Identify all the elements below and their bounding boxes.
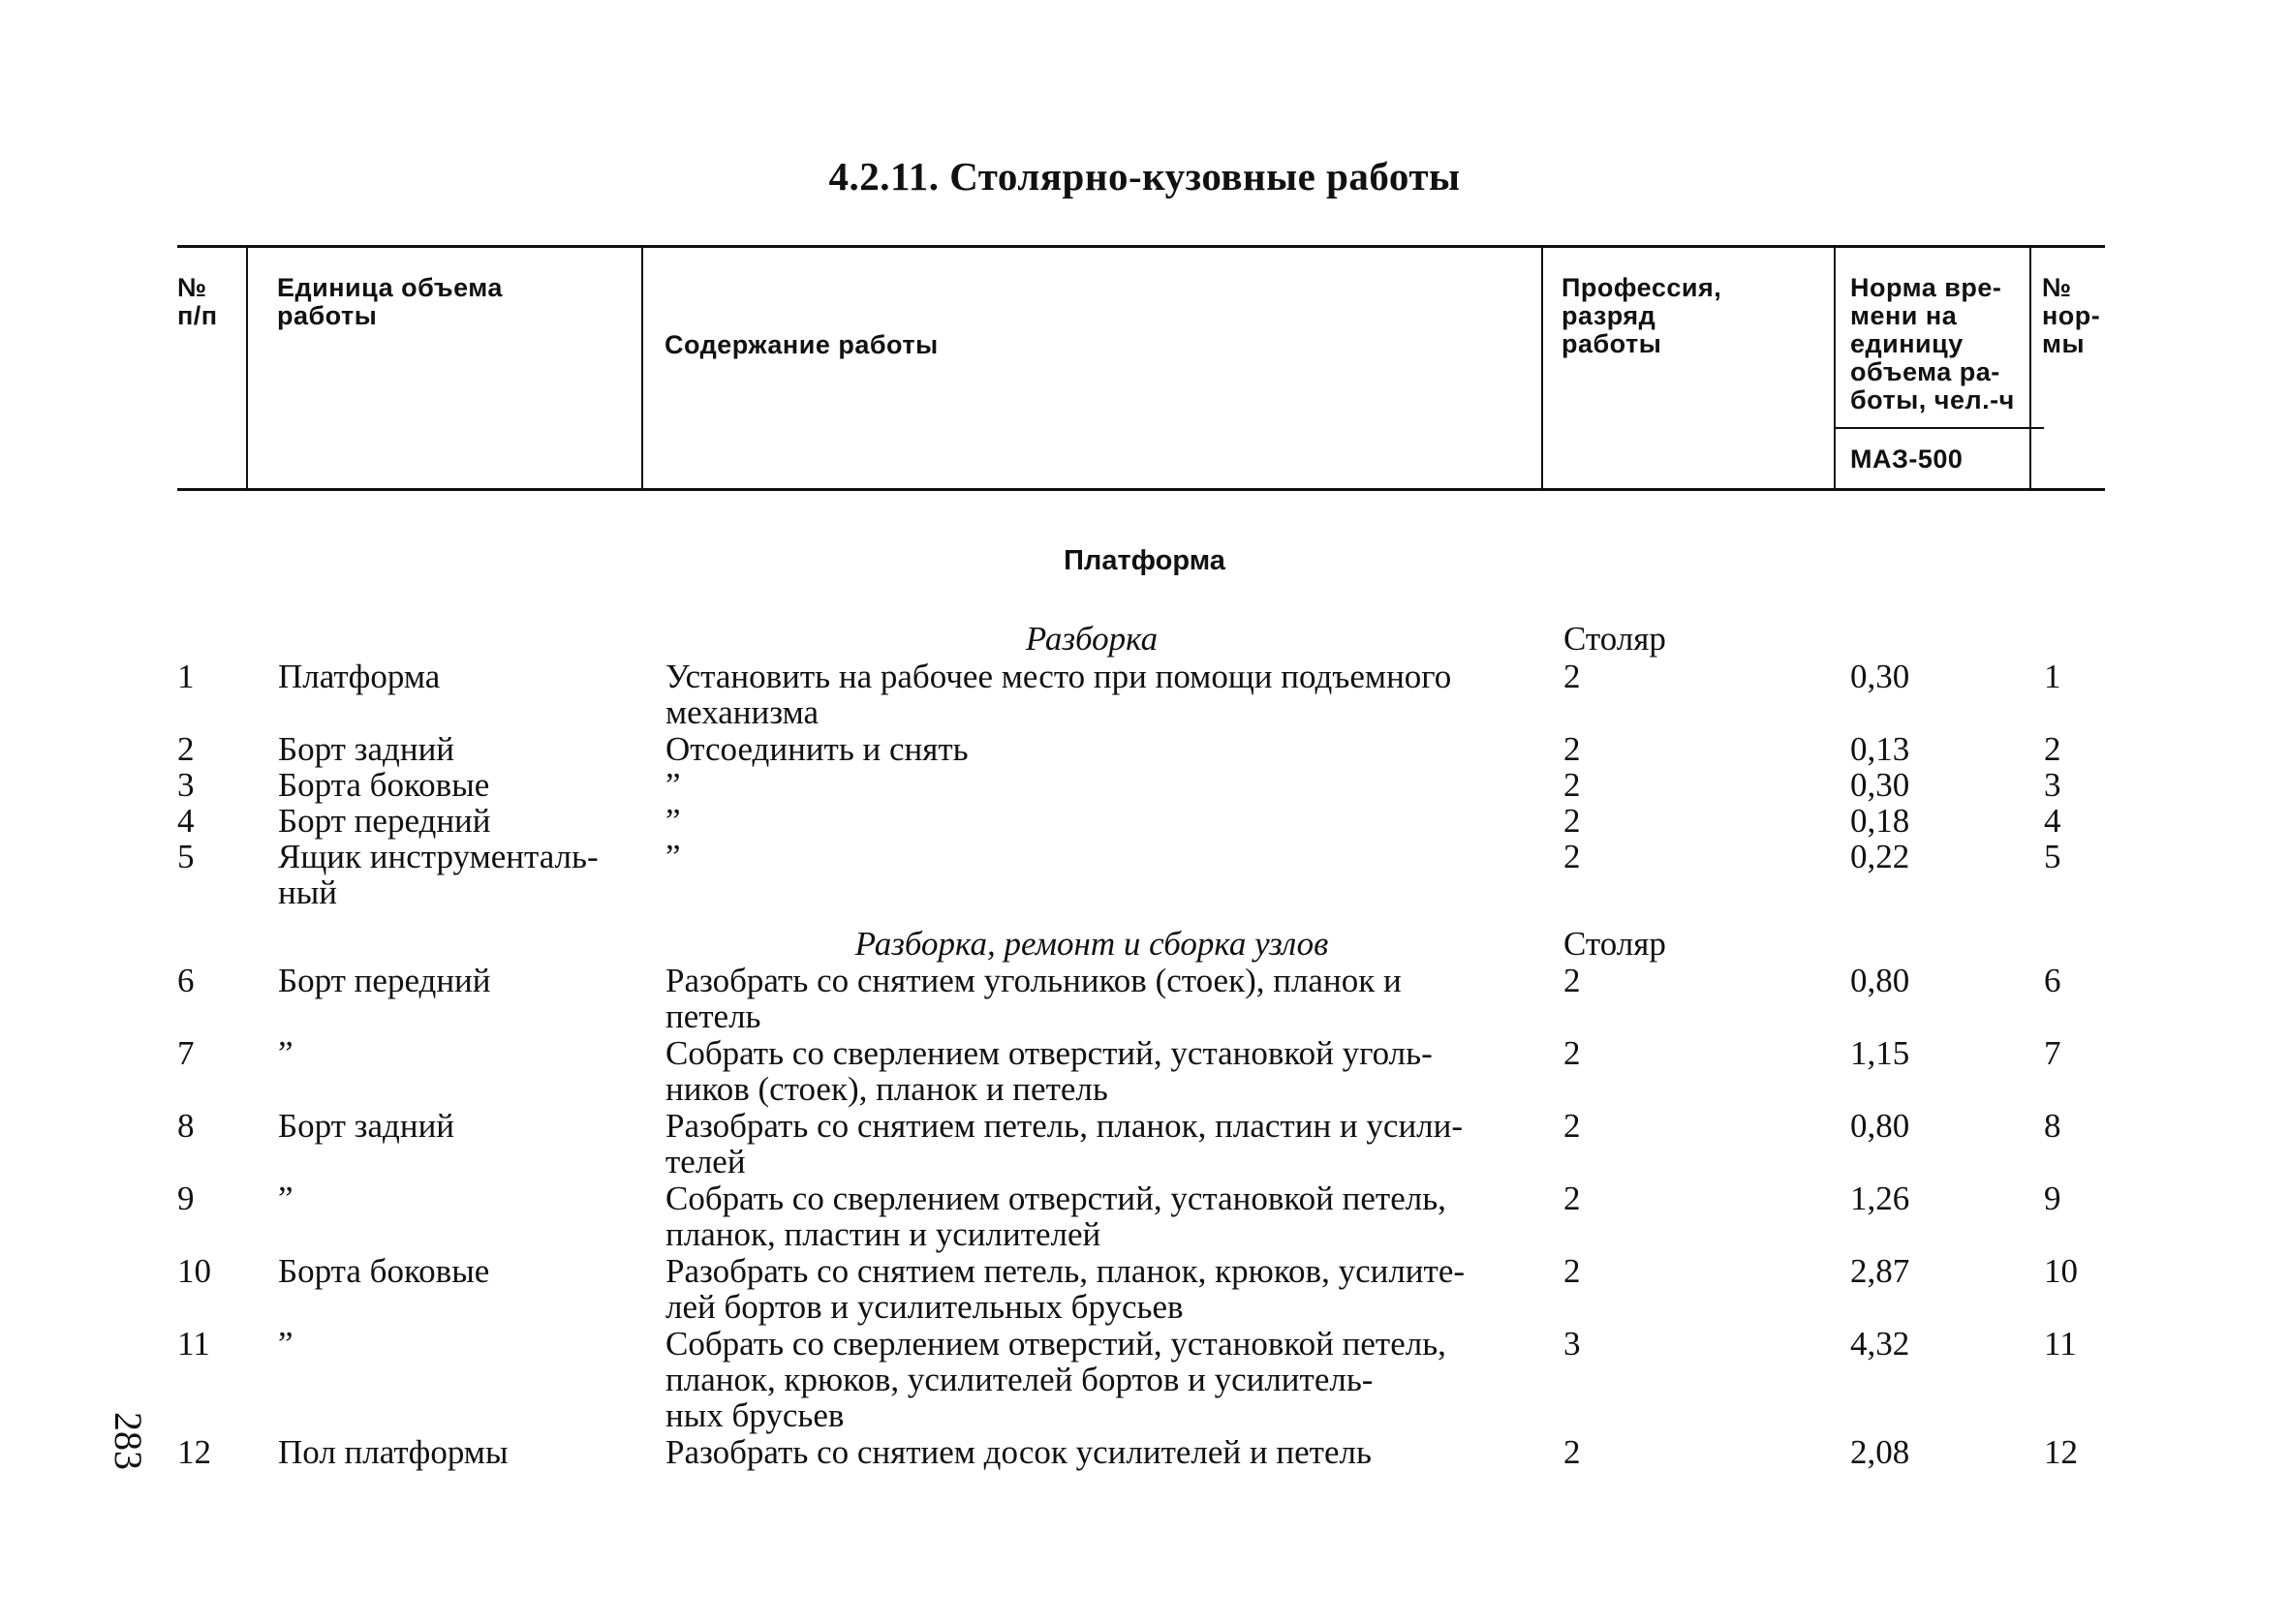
row-time: 0,13 (1850, 730, 1910, 768)
row-number: 5 (177, 838, 195, 875)
row-number: 7 (177, 1034, 195, 1072)
row-unit: Борт передний (278, 802, 491, 840)
row-time: 0,18 (1850, 802, 1910, 840)
row-norm: 2 (2044, 730, 2061, 768)
row-content: ” (665, 766, 681, 804)
group-subtitle: Разборка, ремонт и сборка узлов (854, 925, 1329, 963)
row-unit: Борт передний (278, 962, 491, 999)
row-number: 10 (177, 1252, 211, 1290)
row-rank: 3 (1563, 1325, 1581, 1363)
row-rank: 2 (1563, 1180, 1581, 1217)
row-norm: 5 (2044, 838, 2061, 875)
header-divider (641, 245, 643, 491)
header-divider (2029, 245, 2031, 491)
row-norm: 3 (2044, 766, 2061, 804)
row-content: Разобрать со снятием петель, планок, пластин и усили- телей (665, 1107, 1464, 1180)
row-unit: Борта боковые (278, 766, 490, 804)
header-divider (246, 245, 248, 491)
vehicle-rule (1834, 427, 2044, 429)
row-norm: 8 (2044, 1107, 2061, 1145)
row-rank: 2 (1563, 1034, 1581, 1072)
row-rank: 2 (1563, 658, 1581, 695)
row-rank: 2 (1563, 1252, 1581, 1290)
row-time: 0,80 (1850, 1107, 1910, 1145)
header-num: № п/п (177, 273, 218, 330)
section-title: Платформа (1064, 545, 1225, 576)
row-unit: ” (278, 1034, 294, 1072)
group-profession: Столяр (1563, 620, 1666, 658)
row-number: 3 (177, 766, 195, 804)
row-content: Собрать со сверлением отверстий, установкой петель, планок, крюков, усилителей бортов и усилитель- ных брусьев (665, 1325, 1446, 1434)
row-unit: Пол платформы (278, 1433, 509, 1471)
row-number: 9 (177, 1180, 195, 1217)
row-norm: 6 (2044, 962, 2061, 999)
row-unit: ” (278, 1325, 294, 1363)
row-content: Установить на рабочее место при помощи подъемного механизма (665, 658, 1452, 731)
row-unit: Платформа (278, 658, 441, 695)
row-number: 8 (177, 1107, 195, 1145)
row-number: 11 (177, 1325, 210, 1363)
row-time: 2,08 (1850, 1433, 1910, 1471)
header-vehicle: МАЗ-500 (1850, 444, 1964, 474)
header-profession: Профессия, разряд работы (1562, 273, 1722, 358)
group-profession: Столяр (1563, 925, 1666, 963)
row-norm: 9 (2044, 1180, 2061, 1217)
row-time: 1,26 (1850, 1180, 1910, 1217)
row-rank: 2 (1563, 962, 1581, 999)
header-unit: Единица объема работы (277, 273, 503, 330)
row-rank: 2 (1563, 838, 1581, 875)
row-rank: 2 (1563, 1433, 1581, 1471)
row-content: ” (665, 838, 681, 875)
row-rank: 2 (1563, 802, 1581, 840)
page-number: 283 (107, 1412, 150, 1470)
row-number: 2 (177, 730, 195, 768)
row-time: 0,22 (1850, 838, 1910, 875)
header-divider (1541, 245, 1543, 491)
row-time: 0,30 (1850, 658, 1910, 695)
row-norm: 1 (2044, 658, 2061, 695)
header-top-rule (177, 245, 2105, 248)
row-rank: 2 (1563, 766, 1581, 804)
row-content: Разобрать со снятием угольников (стоек), планок и петель (665, 962, 1402, 1035)
row-unit: Борт задний (278, 1107, 455, 1145)
row-norm: 4 (2044, 802, 2061, 840)
row-content: Собрать со сверлением отверстий, установкой петель, планок, пластин и усилителей (665, 1180, 1446, 1253)
row-rank: 2 (1563, 730, 1581, 768)
row-content: ” (665, 802, 681, 840)
row-time: 4,32 (1850, 1325, 1910, 1363)
page-title: 4.2.11. Столярно-кузовные работы (828, 154, 1461, 199)
row-unit: Борт задний (278, 730, 455, 768)
header-norm-num: № нор- мы (2042, 273, 2101, 358)
row-norm: 11 (2044, 1325, 2077, 1363)
row-time: 2,87 (1850, 1252, 1910, 1290)
header-divider (1834, 245, 1836, 491)
row-number: 12 (177, 1433, 211, 1471)
row-number: 1 (177, 658, 195, 695)
row-time: 0,80 (1850, 962, 1910, 999)
header-content: Содержание работы (665, 330, 939, 359)
row-content: Разобрать со снятием досок усилителей и петель (665, 1433, 1372, 1471)
row-content: Отсоединить и снять (665, 730, 969, 768)
row-time: 0,30 (1850, 766, 1910, 804)
row-time: 1,15 (1850, 1034, 1910, 1072)
header-bottom-rule (177, 488, 2105, 491)
row-number: 4 (177, 802, 195, 840)
row-norm: 7 (2044, 1034, 2061, 1072)
header-time-norm: Норма вре- мени на единицу объема ра- боты, чел.-ч (1850, 273, 2015, 414)
row-norm: 10 (2044, 1252, 2078, 1290)
row-norm: 12 (2044, 1433, 2078, 1471)
row-number: 6 (177, 962, 195, 999)
row-content: Разобрать со снятием петель, планок, крюков, усилите- лей бортов и усилительных брусьев (665, 1252, 1466, 1326)
row-unit: Ящик инструменталь- ный (278, 838, 599, 911)
row-unit: ” (278, 1180, 294, 1217)
row-unit: Борта боковые (278, 1252, 490, 1290)
row-rank: 2 (1563, 1107, 1581, 1145)
group-subtitle: Разборка (1025, 620, 1159, 658)
row-content: Собрать со сверлением отверстий, установкой уголь- ников (стоек), планок и петель (665, 1034, 1433, 1108)
